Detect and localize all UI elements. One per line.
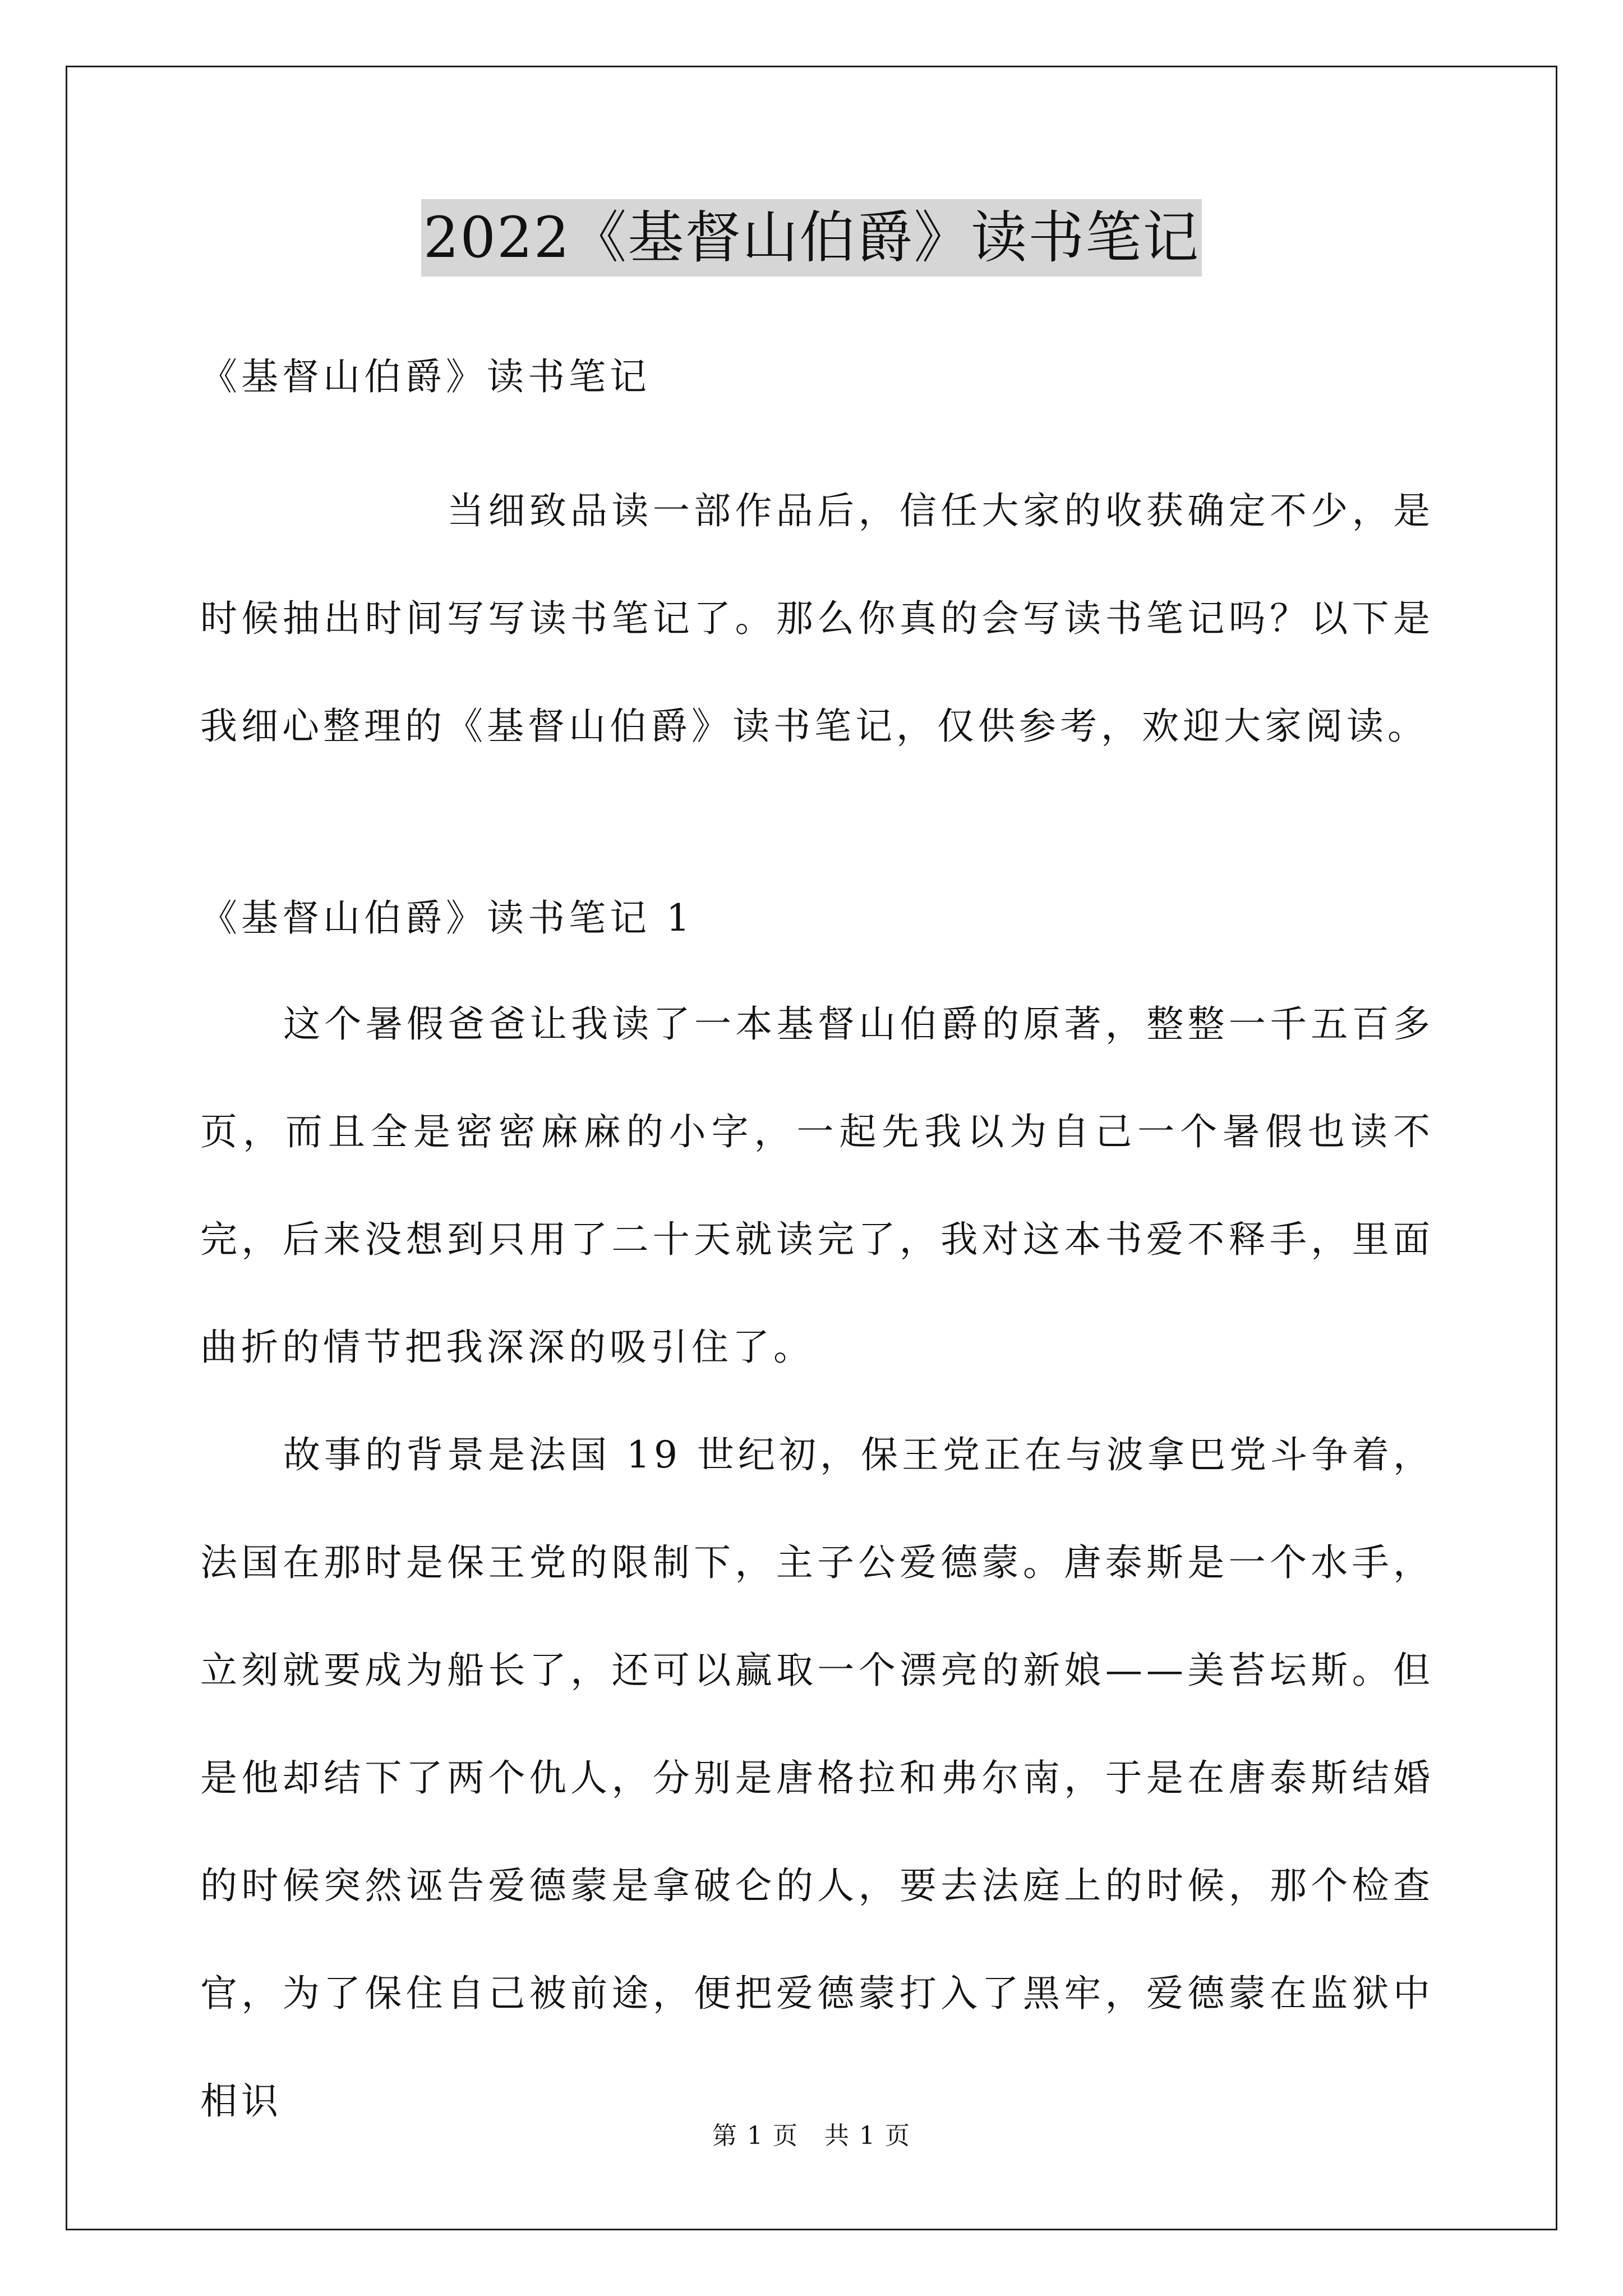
page-footer: 第 1 页 共 1 页: [712, 2122, 911, 2150]
document-subtitle: 《基督山伯爵》读书笔记: [200, 355, 651, 398]
title-container: [0, 199, 1623, 277]
document-title: 2022《基督山伯爵》读书笔记: [421, 199, 1202, 277]
section-heading: 《基督山伯爵》读书笔记 1: [200, 896, 694, 940]
intro-paragraph: 当细致品读一部作品后，信任大家的收获确定不少，是时候抽出时间写写读书笔记了。那么你真的会写读书笔记吗？以下是我细心整理的《基督山伯爵》读书笔记，仅供参考，欢迎大家阅读。: [200, 489, 1434, 748]
body-paragraph-1: 这个暑假爸爸让我读了一本基督山伯爵的原著，整整一千五百多页，而且全是密密麻麻的小字，一起先我以为自己一个暑假也读不完，后来没想到只用了二十天就读完了，我对这本书爱不释手，里面曲折的情节把我深深的吸引住了。: [200, 1002, 1434, 1369]
body-paragraph-2: 故事的背景是法国 19 世纪初，保王党正在与波拿巴党斗争着，法国在那时是保王党的限制下，主子公爱德蒙。唐泰斯是一个水手，立刻就要成为船长了，还可以赢取一个漂亮的新娘——美苔坛斯。但是他却结下了两个仇人，分别是唐格拉和弗尔南，于是在唐泰斯结婚的时候突然诬告爱德蒙是拿破仑的人，要去法庭上的时候，那个检查官，为了保住自己被前途，便把爱德蒙打入了黑牢，爱德蒙在监狱中相识: [200, 1433, 1434, 2123]
